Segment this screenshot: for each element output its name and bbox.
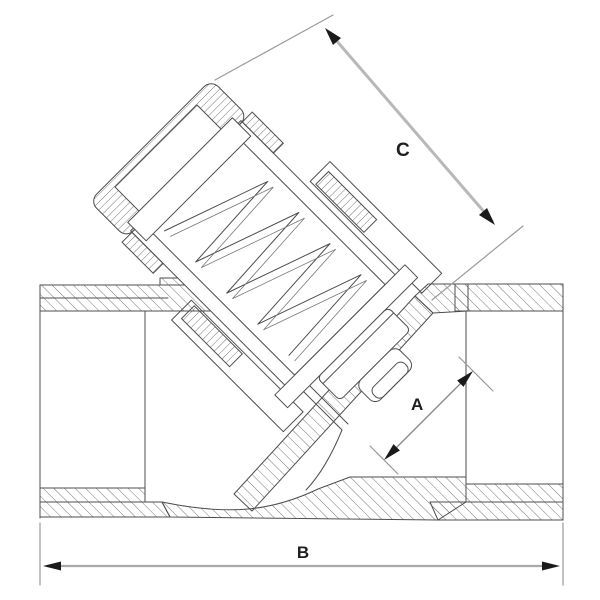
bottom-wall-sweep [162,477,466,520]
right-bottom-wall-inner [466,484,563,502]
dim-b-arrowhead-right [542,562,560,571]
dim-b-arrowhead-left [43,562,61,571]
dim-c-extension-top [215,15,333,80]
dimension-label-c: C [396,140,410,161]
left-bottom-wall-inner [40,488,145,502]
dimension-label-b: B [296,543,310,562]
dimension-b [40,523,563,585]
left-bottom-wall-outer [40,502,170,517]
right-top-wall [455,284,563,311]
dim-a-extension-upper [459,357,493,391]
dim-a-line [386,373,471,458]
dimension-label-a: A [411,395,424,414]
dim-c-line [329,32,492,221]
